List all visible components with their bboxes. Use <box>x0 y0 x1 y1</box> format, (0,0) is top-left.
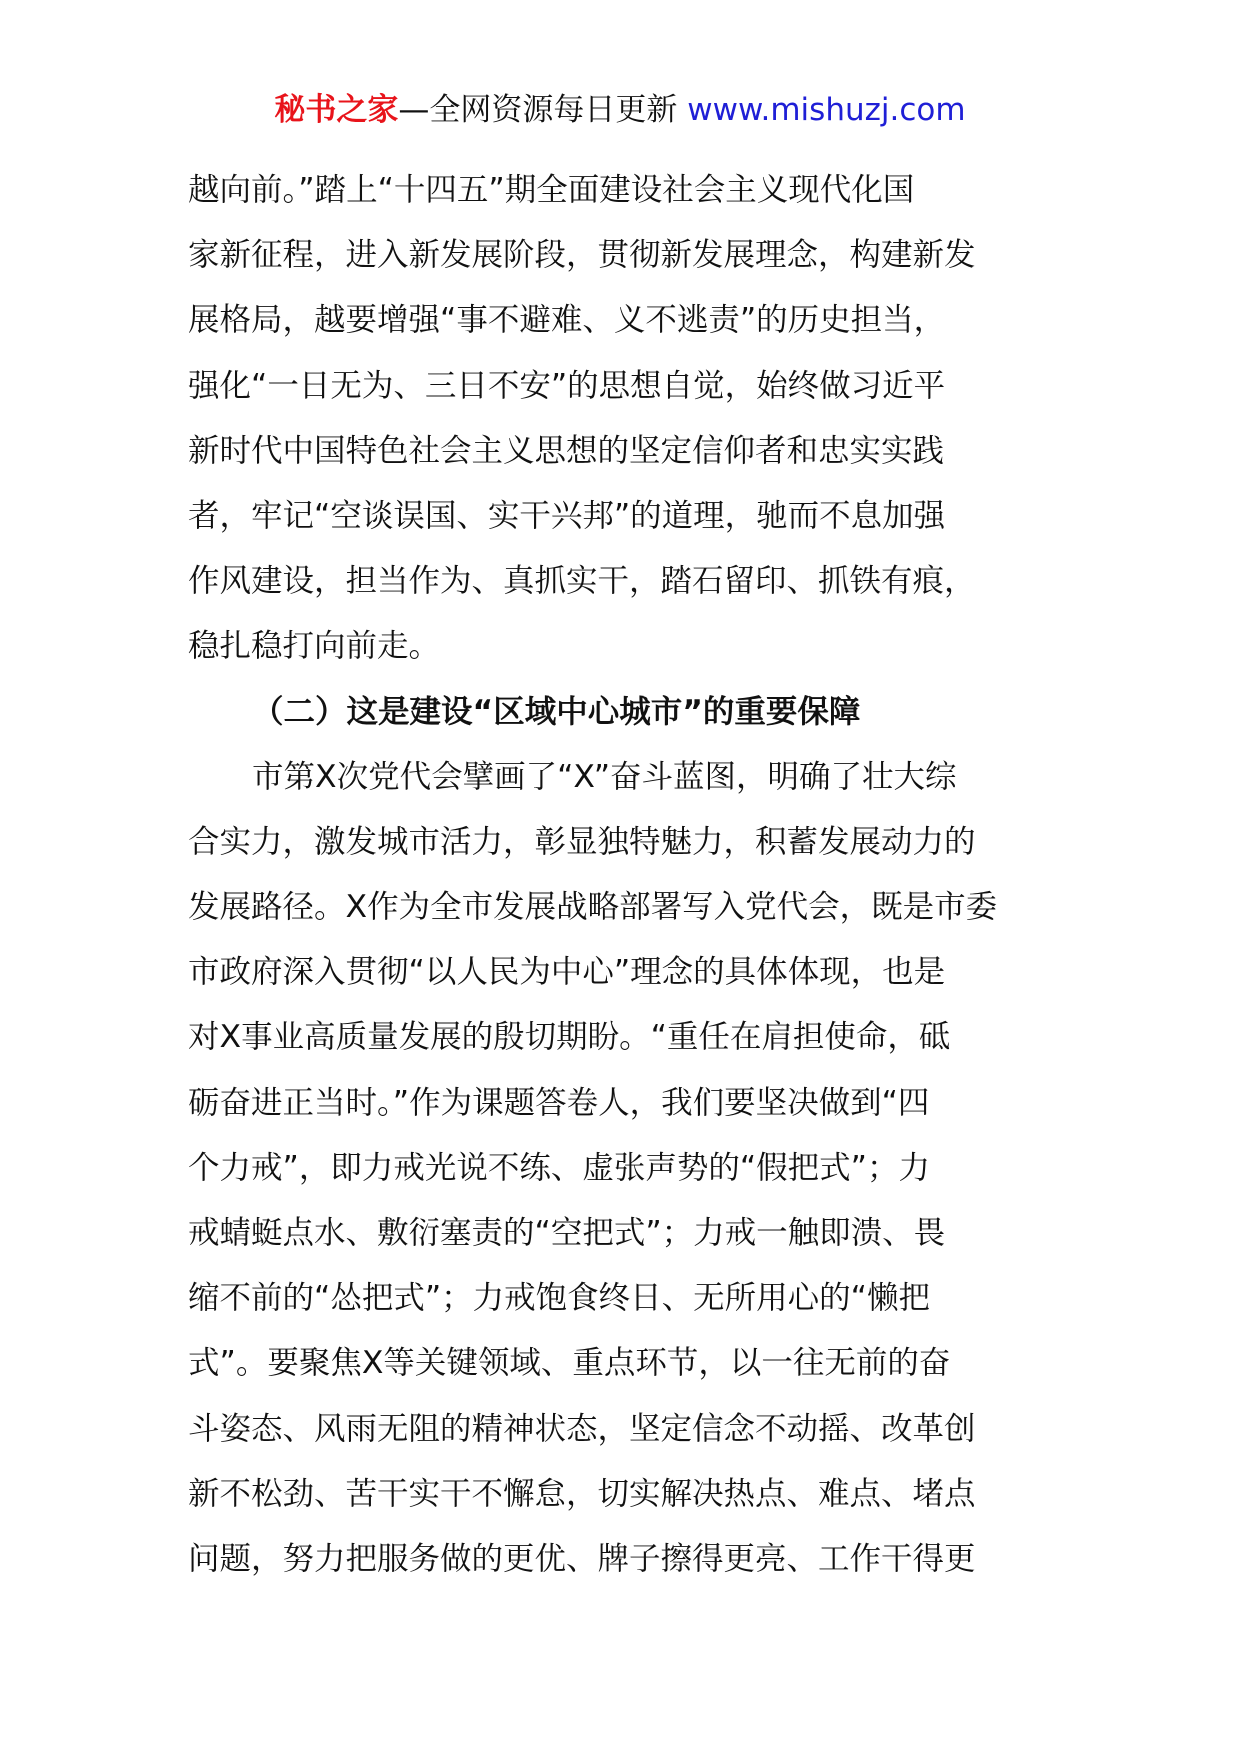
paragraph-line: 者，牢记“空谈误国、实干兴邦”的道理，驰而不息加强 <box>188 497 946 534</box>
paragraph-line: 强化“一日无为、三日不安”的思想自觉，始终做习近平 <box>188 367 946 404</box>
site-url-link[interactable]: www.mishuzj.com <box>687 92 966 128</box>
header-tagline: —全网资源每日更新 <box>398 92 678 128</box>
paragraph-line: 合实力，激发城市活力，彰显独特魅力，积蓄发展动力的 <box>188 823 976 860</box>
paragraph-line: 作风建设，担当作为、真抓实干，踏石留印、抓铁有痕， <box>188 563 976 600</box>
page-header <box>0 92 1240 129</box>
document-body <box>188 158 1052 1592</box>
section-heading: （二）这是建设“区域中心城市”的重要保障 <box>252 693 861 730</box>
paragraph-line: 斗姿态、风雨无阻的精神状态，坚定信念不动摇、改革创 <box>188 1410 976 1447</box>
paragraph-line: 越向前。”踏上“十四五”期全面建设社会主义现代化国 <box>188 172 915 208</box>
paragraph-line: 展格局，越要增强“事不避难、义不逃责”的历史担当， <box>188 302 946 339</box>
paragraph-line: 问题，努力把服务做的更优、牌子擦得更亮、工作干得更 <box>188 1540 976 1577</box>
paragraph-line: 砺奋进正当时。”作为课题答卷人，我们要坚决做到“四 <box>188 1084 930 1121</box>
paragraph-line: 市第X次党代会擘画了“X”奋斗蓝图，明确了壮大综 <box>252 758 957 795</box>
paragraph-line: 发展路径。X作为全市发展战略部署写入党代会，既是市委 <box>188 889 998 926</box>
paragraph-line: 式”。要聚焦X等关键领域、重点环节，以一往无前的奋 <box>188 1345 951 1382</box>
brand-name: 秘书之家 <box>274 92 399 128</box>
paragraph-line: 稳扎稳打向前走。 <box>188 628 441 665</box>
paragraph-line: 新时代中国特色社会主义思想的坚定信仰者和忠实实践 <box>188 432 945 469</box>
paragraph-line: 个力戒”，即力戒光说不练、虚张声势的“假把式”；力 <box>188 1149 930 1186</box>
paragraph-line: 缩不前的“怂把式”；力戒饱食终日、无所用心的“懒把 <box>188 1280 930 1317</box>
paragraph-line: 市政府深入贯彻“以人民为中心”理念的具体体现，也是 <box>188 954 946 991</box>
paragraph-line: 对X事业高质量发展的殷切期盼。“重任在肩担使命，砥 <box>188 1019 951 1056</box>
paragraph-line: 戒蜻蜓点水、敷衍塞责的“空把式”；力戒一触即溃、畏 <box>188 1215 946 1251</box>
paragraph-line: 家新征程，进入新发展阶段，贯彻新发展理念，构建新发 <box>188 237 976 274</box>
paragraph-line: 新不松劲、苦干实干不懈怠，切实解决热点、难点、堵点 <box>188 1475 976 1512</box>
